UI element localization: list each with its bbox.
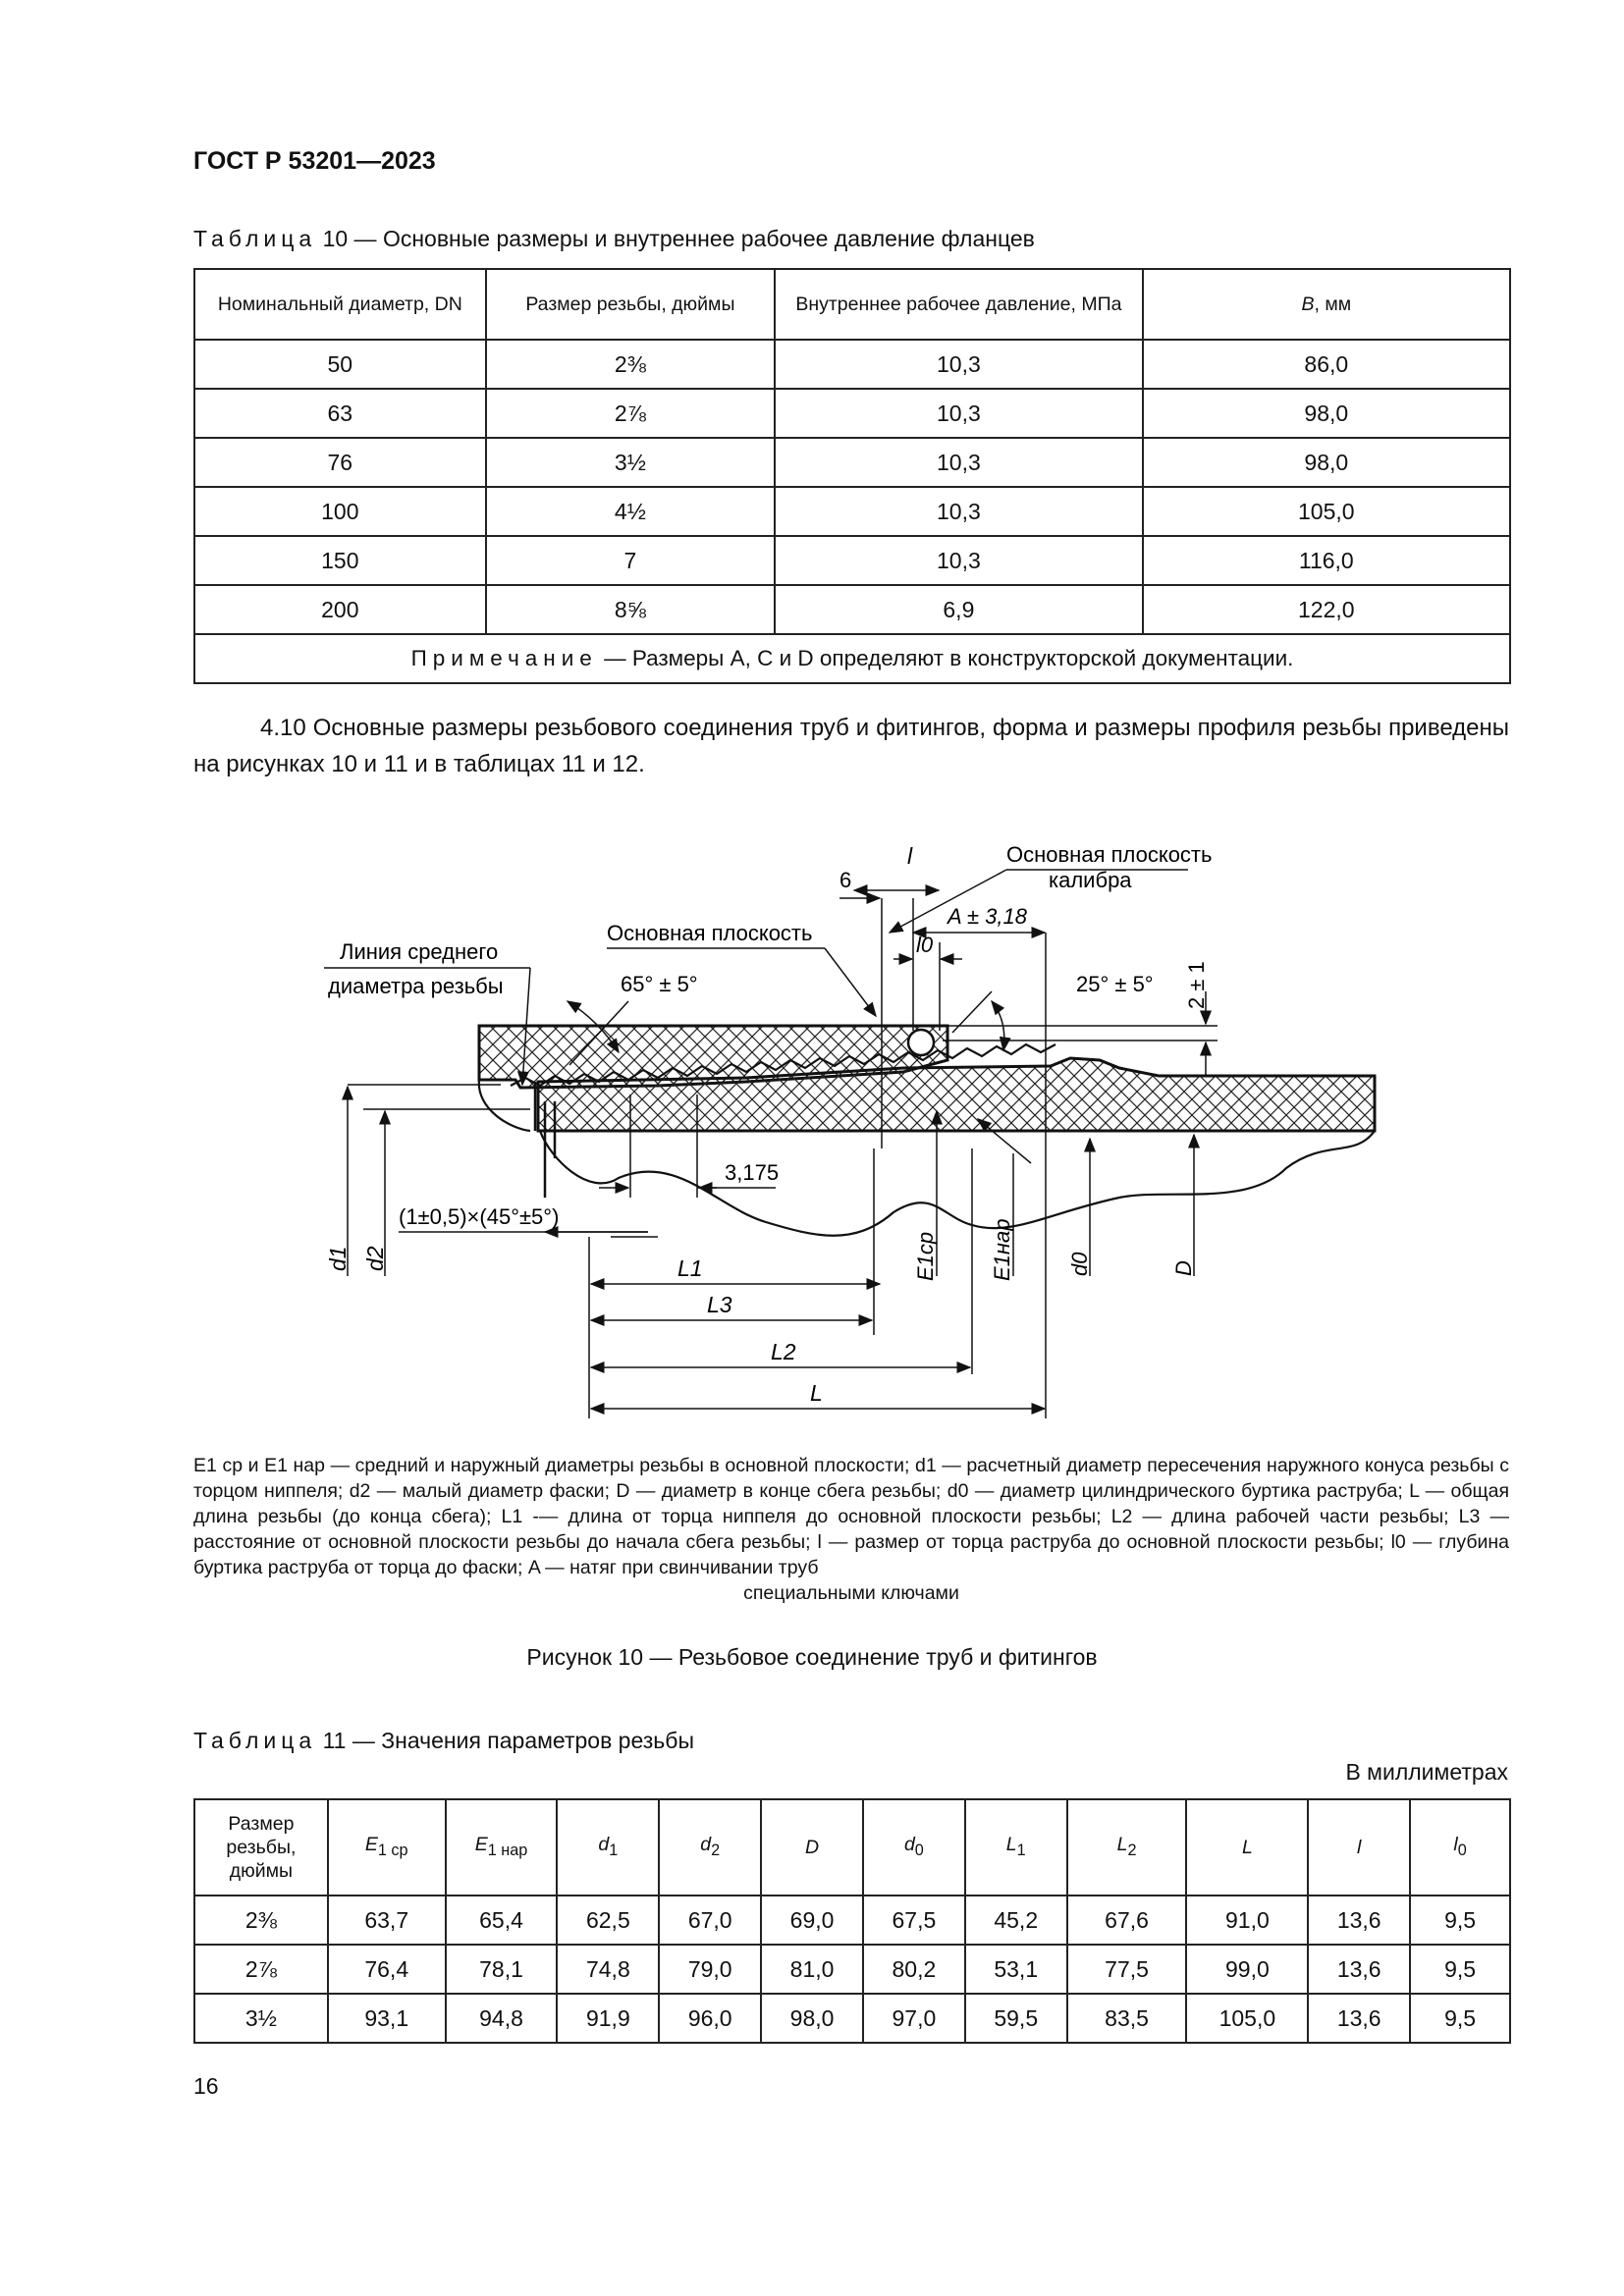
table-cell: 2⅜	[486, 340, 776, 389]
label-mean-line-2: диаметра резьбы	[328, 974, 504, 998]
table-cell: 13,6	[1308, 1896, 1410, 1945]
table-cell: 67,0	[659, 1896, 761, 1945]
label-a-tol: A ± 3,18	[947, 904, 1027, 929]
table-cell: 200	[194, 585, 486, 634]
table11-header-cell: $E_{1 ср}$	[328, 1799, 446, 1896]
table-cell: 3½	[194, 1994, 328, 2043]
table-cell: 116,0	[1143, 536, 1510, 585]
table10	[193, 268, 1511, 684]
table-cell: 83,5	[1067, 1994, 1187, 2043]
table10-header-cell: Размер резьбы, дюймы	[486, 269, 776, 340]
table10-header-cell: Внутреннее рабочее давление, МПа	[775, 269, 1142, 340]
page-number: 16	[193, 2073, 219, 2099]
table-row	[194, 536, 1510, 585]
table-cell: 99,0	[1186, 1945, 1308, 1994]
table11-header-cell: $d_1$	[557, 1799, 659, 1896]
table-cell: 94,8	[446, 1994, 558, 2043]
table-cell: 77,5	[1067, 1945, 1187, 1994]
label-d1: d1	[325, 1246, 351, 1271]
table-cell: 62,5	[557, 1896, 659, 1945]
table-cell: 150	[194, 536, 486, 585]
table-row	[194, 1945, 1510, 1994]
table-cell: 74,8	[557, 1945, 659, 1994]
table-row	[194, 340, 1510, 389]
label-l0: l0	[916, 933, 934, 957]
figure-10-drawing	[304, 825, 1404, 1433]
table-cell: 63	[194, 389, 486, 438]
table-cell: 10,3	[775, 340, 1142, 389]
table11-header-cell: $l_0$	[1410, 1799, 1510, 1896]
document-header: ГОСТ Р 53201—2023	[193, 147, 436, 175]
table-cell: 98,0	[761, 1994, 863, 2043]
table10-note-text: — Размеры A, C и D определяют в конструкторской документации.	[597, 646, 1294, 670]
table-row	[194, 1994, 1510, 2043]
table-cell: 96,0	[659, 1994, 761, 2043]
table-cell: 105,0	[1186, 1994, 1308, 2043]
table10-header-row	[194, 269, 1510, 340]
table-cell: 2⅞	[486, 389, 776, 438]
figure-legend-text: E1 ср и E1 нар — средний и наружный диаметры резьбы в основной плоскости; d1 — расчетный диаметр пересечения наружного конуса резьбы с торцом ниппеля; d2 — малый диаметр фаски; D — диаметр в конце сбега резьбы; d0 — диаметр цилиндрического буртика раструба; L — общая длина резьбы (до конца сбега); L1 -— длина от торца ниппеля до основной плоскости резьбы; L2 — длина рабочей части резьбы; L3 — расстояние от основной плоскости резьбы до начала сбега резьбы; l — размер от торца раструба до основной плоскости резьбы; l0 — глубина буртика раструба от торца до фаски; A — натяг при свинчивании труб	[193, 1455, 1509, 1578]
table10-note-row	[194, 634, 1510, 683]
table10-note-lead: Примечание	[410, 646, 598, 670]
table11	[193, 1798, 1511, 2044]
table10-caption	[193, 226, 1035, 252]
table11-header-cell: $E_{1 нар}$	[446, 1799, 558, 1896]
table11-caption	[193, 1728, 694, 1754]
table-cell: 59,5	[965, 1994, 1067, 2043]
table-cell: 10,3	[775, 536, 1142, 585]
label-e1cp: E1cp	[913, 1231, 938, 1281]
table-cell: 78,1	[446, 1945, 558, 1994]
table-cell: 45,2	[965, 1896, 1067, 1945]
table11-caption-lead: Таблица	[193, 1728, 317, 1753]
table11-header-cell: l	[1308, 1799, 1410, 1896]
label-L3: L3	[707, 1292, 732, 1317]
table-cell: 81,0	[761, 1945, 863, 1994]
table-cell: 105,0	[1143, 487, 1510, 536]
table11-header-row	[194, 1799, 1510, 1896]
label-angle-65: 65° ± 5°	[621, 972, 698, 996]
table-cell: 13,6	[1308, 1994, 1410, 2043]
table-cell: 9,5	[1410, 1945, 1510, 1994]
label-l: l	[907, 843, 913, 869]
table-cell: 10,3	[775, 438, 1142, 487]
label-d2: d2	[362, 1246, 388, 1271]
table-cell: 98,0	[1143, 389, 1510, 438]
label-6: 6	[839, 868, 852, 892]
label-D: D	[1171, 1260, 1196, 1276]
label-d0: d0	[1067, 1252, 1092, 1276]
table-cell: 86,0	[1143, 340, 1510, 389]
table-row	[194, 487, 1510, 536]
table11-header-cell: $d_2$	[659, 1799, 761, 1896]
table-cell: 91,9	[557, 1994, 659, 2043]
table-cell: 6,9	[775, 585, 1142, 634]
table11-header-cell: $d_0$	[863, 1799, 965, 1896]
table-cell: 79,0	[659, 1945, 761, 1994]
table11-header-cell: L	[1186, 1799, 1308, 1896]
table-row	[194, 585, 1510, 634]
table-cell: 2⅞	[194, 1945, 328, 1994]
label-basic-plane: Основная плоскость	[607, 921, 813, 945]
figure-legend-tail: специальными ключами	[743, 1582, 959, 1604]
table11-header-cell: D	[761, 1799, 863, 1896]
gauge-circle	[908, 1030, 934, 1055]
table-cell: 8⅝	[486, 585, 776, 634]
table-cell: 9,5	[1410, 1896, 1510, 1945]
label-basic-plane-gauge-2: калибра	[1049, 868, 1132, 892]
table11-units: В миллиметрах	[1345, 1759, 1508, 1785]
table10-header-cell: Номинальный диаметр, DN	[194, 269, 486, 340]
table-cell: 93,1	[328, 1994, 446, 2043]
table-cell: 67,6	[1067, 1896, 1187, 1945]
label-mean-line-1: Линия среднего	[340, 939, 499, 964]
label-L2: L2	[771, 1339, 796, 1364]
table11-header-cell: $L_2$	[1067, 1799, 1187, 1896]
table-row	[194, 438, 1510, 487]
label-pitch: 3,175	[725, 1160, 780, 1185]
figure-caption: Рисунок 10 — Резьбовое соединение труб и фитингов	[526, 1644, 1098, 1670]
label-basic-plane-gauge-1: Основная плоскость	[1006, 842, 1213, 867]
table10-note	[194, 634, 1510, 683]
table-cell: 69,0	[761, 1896, 863, 1945]
table-cell: 3½	[486, 438, 776, 487]
label-chamfer: (1±0,5)×(45°±5°)	[399, 1204, 560, 1229]
table-cell: 13,6	[1308, 1945, 1410, 1994]
table-cell: 9,5	[1410, 1994, 1510, 2043]
figure-legend	[193, 1453, 1509, 1606]
label-2pm1: 2 ± 1	[1184, 961, 1209, 1009]
table11-header-cell: $L_1$	[965, 1799, 1067, 1896]
label-angle-25: 25° ± 5°	[1076, 972, 1154, 996]
table-cell: 80,2	[863, 1945, 965, 1994]
table11-header-cell: Размер резьбы, дюймы	[194, 1799, 328, 1896]
table-cell: 122,0	[1143, 585, 1510, 634]
table10-caption-lead: Таблица	[193, 226, 317, 251]
table-cell: 76	[194, 438, 486, 487]
table-cell: 7	[486, 536, 776, 585]
table-cell: 65,4	[446, 1896, 558, 1945]
table-cell: 4½	[486, 487, 776, 536]
table-cell: 63,7	[328, 1896, 446, 1945]
table-cell: 10,3	[775, 487, 1142, 536]
table-cell: 76,4	[328, 1945, 446, 1994]
paragraph-4-10: 4.10 Основные размеры резьбового соединения труб и фитингов, форма и размеры профиля резьбы приведены на рисунках 10 и 11 и в таблицах 11 и 12.	[193, 715, 1509, 777]
table-cell: 67,5	[863, 1896, 965, 1945]
table10-caption-text: 10 — Основные размеры и внутреннее рабочее давление фланцев	[316, 226, 1035, 251]
table-cell: 10,3	[775, 389, 1142, 438]
table-cell: 98,0	[1143, 438, 1510, 487]
table11-caption-text: 11 — Значения параметров резьбы	[316, 1728, 694, 1753]
label-e1nar: E1нар	[990, 1218, 1014, 1281]
table-cell: 2⅜	[194, 1896, 328, 1945]
table-row	[194, 1896, 1510, 1945]
table-cell: 53,1	[965, 1945, 1067, 1994]
table10-header-cell: B, мм	[1143, 269, 1510, 340]
table-row	[194, 389, 1510, 438]
label-L1: L1	[677, 1255, 703, 1281]
table-cell: 97,0	[863, 1994, 965, 2043]
table-cell: 100	[194, 487, 486, 536]
table-cell: 91,0	[1186, 1896, 1308, 1945]
label-L: L	[810, 1380, 823, 1406]
table-cell: 50	[194, 340, 486, 389]
